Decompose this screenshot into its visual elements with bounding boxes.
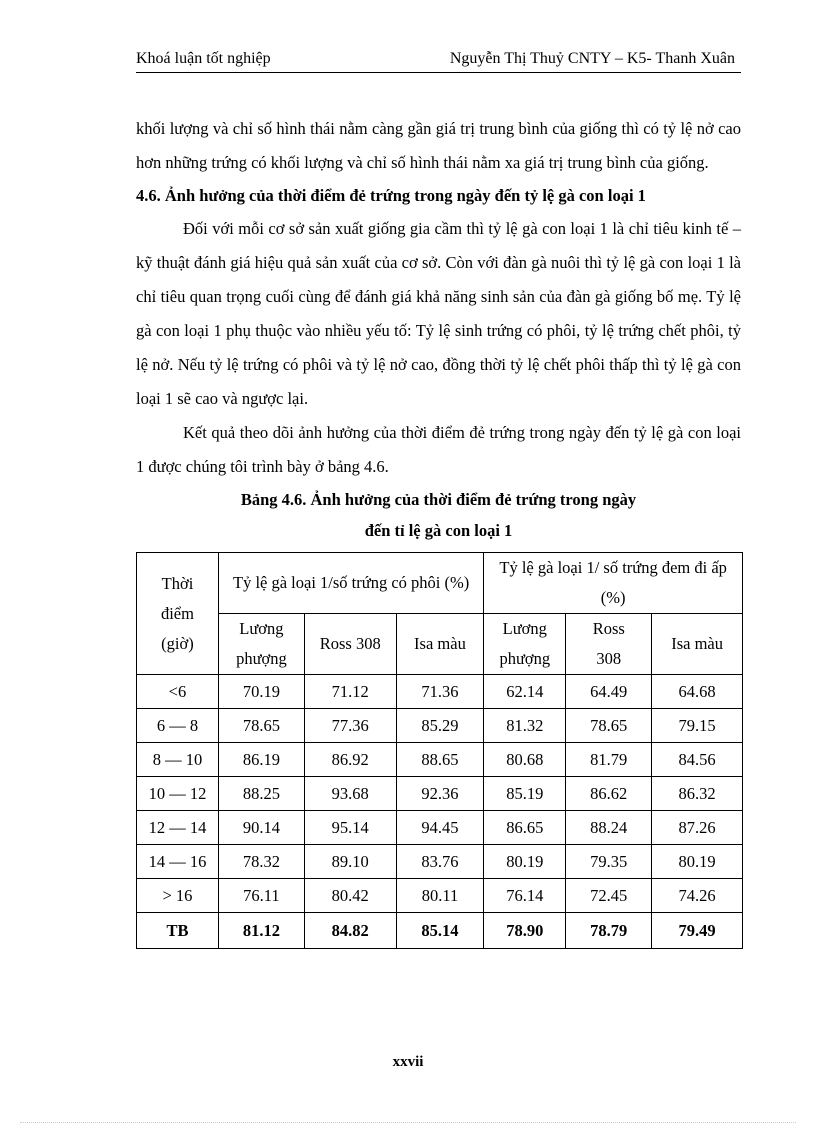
value-cell: 81.79 [566,743,652,777]
time-cell: > 16 [137,879,219,913]
value-cell: 86.65 [484,811,566,845]
value-cell: 80.11 [396,879,484,913]
total-value-cell: 79.49 [652,913,743,949]
value-cell: 90.14 [218,811,304,845]
table-total-row [137,913,743,949]
data-table [136,552,743,949]
value-cell: 78.65 [566,709,652,743]
value-cell: 86.19 [218,743,304,777]
col-header-breed: Ross 308 [304,614,396,675]
value-cell: 83.76 [396,845,484,879]
paragraph-2: Đối với mỗi cơ sở sản xuất giống gia cầm thì tỷ lệ gà con loại 1 là chỉ tiêu kinh tế – kỹ thuật đánh giá hiệu quả sản xuất của cơ sở. Còn với đàn gà nuôi thì tỷ lệ gà con loại 1 là chỉ tiêu quan trọng cuối cùng để đánh giá khả năng sinh sản của đàn gà giống bố mẹ. Tỷ lệ gà con loại 1 phụ thuộc vào nhiều yếu tố: Tỷ lệ sinh trứng có phôi, tỷ lệ trứng chết phôi, tỷ lệ nở. Nếu tỷ lệ trứng có phôi và tỷ lệ nở cao, đồng thời tỷ lệ chết phôi thấp thì tỷ lệ gà con loại 1 sẽ cao và ngược lại. [136,219,741,408]
total-value-cell: 78.79 [566,913,652,949]
table-row [137,709,743,743]
col-header-group-set: Tỷ lệ gà loại 1/ số trứng đem đi ấp (%) [484,553,743,614]
value-cell: 80.19 [484,845,566,879]
time-cell: 10 — 12 [137,777,219,811]
value-cell: 92.36 [396,777,484,811]
value-cell: 80.42 [304,879,396,913]
total-value-cell: 78.90 [484,913,566,949]
value-cell: 94.45 [396,811,484,845]
paragraph-3: Kết quả theo dõi ảnh hưởng của thời điểm đẻ trứng trong ngày đến tỷ lệ gà con loại 1 được chúng tôi trình bày ở bảng 4.6. [136,423,741,476]
value-cell: 95.14 [304,811,396,845]
value-cell: 85.29 [396,709,484,743]
value-cell: 71.36 [396,675,484,709]
value-cell: 79.15 [652,709,743,743]
value-cell: 78.65 [218,709,304,743]
table-caption-line1: Bảng 4.6. Ảnh hưởng của thời điểm đẻ trứng trong ngày [240,490,637,509]
time-cell: 14 — 16 [137,845,219,879]
table-row [137,743,743,777]
value-cell: 86.32 [652,777,743,811]
total-value-cell: 84.82 [304,913,396,949]
value-cell: 80.68 [484,743,566,777]
value-cell: 74.26 [652,879,743,913]
value-cell: 86.92 [304,743,396,777]
value-cell: 80.19 [652,845,743,879]
value-cell: 86.62 [566,777,652,811]
paragraph-1: khối lượng và chỉ số hình thái nằm càng gần giá trị trung bình của giống thì có tỷ lệ nở cao hơn những trứng có khối lượng và chỉ số hình thái nằm xa giá trị trung bình của giống. [136,119,741,172]
value-cell: 87.26 [652,811,743,845]
value-cell: 76.11 [218,879,304,913]
value-cell: 85.19 [484,777,566,811]
time-cell: 6 — 8 [137,709,219,743]
table-row [137,675,743,709]
page-body [136,112,741,949]
value-cell: 89.10 [304,845,396,879]
value-cell: 93.68 [304,777,396,811]
section-heading: 4.6. Ảnh hưởng của thời điểm đẻ trứng trong ngày đến tỷ lệ gà con loại 1 [136,186,646,205]
header-author: Nguyễn Thị Thuỷ CNTY – K5- Thanh Xuân [449,50,735,67]
time-cell: <6 [137,675,219,709]
total-value-cell: 81.12 [218,913,304,949]
col-header-breed: Isa màu [652,614,743,675]
value-cell: 77.36 [304,709,396,743]
value-cell: 72.45 [566,879,652,913]
value-cell: 76.14 [484,879,566,913]
value-cell: 84.56 [652,743,743,777]
value-cell: 88.65 [396,743,484,777]
col-header-time: Thời điểm (giờ) [137,553,219,675]
value-cell: 62.14 [484,675,566,709]
time-cell: 12 — 14 [137,811,219,845]
value-cell: 88.24 [566,811,652,845]
value-cell: 81.32 [484,709,566,743]
page-number: xxvii [392,1054,424,1070]
value-cell: 71.12 [304,675,396,709]
col-header-breed: Lương phượng [484,614,566,675]
col-header-breed: Lương phượng [218,614,304,675]
table-row [137,811,743,845]
col-header-breed: Ross 308 [566,614,652,675]
total-value-cell: 85.14 [396,913,484,949]
header-thesis-title: Khoá luận tốt nghiệp [136,50,271,67]
table-row [137,879,743,913]
value-cell: 64.49 [566,675,652,709]
table-row [137,777,743,811]
value-cell: 78.32 [218,845,304,879]
value-cell: 88.25 [218,777,304,811]
total-label-cell: TB [137,913,219,949]
col-header-group-fertile: Tỷ lệ gà loại 1/số trứng có phôi (%) [218,553,483,614]
page-header [136,48,741,73]
value-cell: 79.35 [566,845,652,879]
col-header-breed: Isa màu [396,614,484,675]
value-cell: 70.19 [218,675,304,709]
table-row [137,845,743,879]
time-cell: 8 — 10 [137,743,219,777]
value-cell: 64.68 [652,675,743,709]
table-caption-line2: đến tỉ lệ gà con loại 1 [364,521,513,540]
